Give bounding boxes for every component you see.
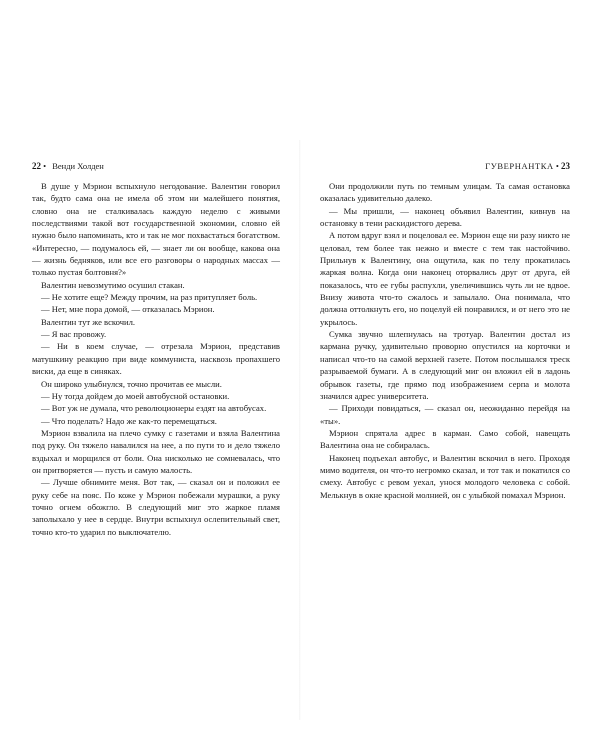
- paragraph: — Ни в коем случае, — отрезала Мэрион, представив матушкину реакцию при виде коммуниста, насквозь пропахшего виски, да еще в синяках.: [32, 341, 280, 377]
- left-page: [32, 160, 280, 538]
- paragraph: Валентин невозмутимо осушил стакан.: [41, 279, 185, 290]
- right-page: [320, 160, 570, 501]
- paragraph: — Не хотите еще? Между прочим, на раз притупляет боль.: [41, 292, 258, 303]
- book-gutter: [299, 140, 301, 720]
- paragraph: Мэрион спрятала адрес в карман. Само собой, навещать Валентина она не собиралась.: [320, 427, 570, 451]
- paragraph: Сумка звучно шлепнулась на тротуар. Валентин достал из кармана ручку, удивительно проворно опустился на корточки и написал что-то на самой верхней газете. Потом послышался треск разрываемой бумаги. А в следующий миг он вложил ей в ладонь обрывок газеты, где прямо под изображением серпа и молота значился адрес университета.: [320, 329, 570, 401]
- paragraph: Он широко улыбнулся, точно прочитав ее мысли.: [41, 378, 222, 389]
- paragraph: — Ну тогда дойдем до моей автобусной остановки.: [41, 390, 230, 401]
- paragraph: А потом вдруг взял и поцеловал ее. Мэрион еще ни разу никто не целовал, тем более так нежно и вместе с тем так настойчиво. Прильнув к Валентину, она ощутила, как по телу прокатилась жаркая волна. Когда они наконец оторвались друг от друга, ей показалось, что ее губы распухли, увеличившись чуть ли не вдвое. Внизу живота что-то сжалось и запылало. Она понимала, что должна оттолкнуть его, но поцелуй ей понравился, и от него это не укрылось.: [320, 230, 570, 327]
- right-running-head: [320, 160, 570, 172]
- paragraph: — Лучше обнимите меня. Вот так, — сказал он и положил ее руку себе на пояс. По коже у Мэрион побежали мурашки, а руку точно огнем обожгло. В следующий миг это жаркое пламя заполыхало у нее в сердце. Внутри вспыхнул ослепительный свет, точно кто-то ударил по выключателю.: [32, 477, 280, 537]
- paragraph: — Нет, мне пора домой, — отказалась Мэрион.: [41, 304, 215, 315]
- right-running-head-separator: •: [555, 161, 559, 171]
- running-head-book-title: ГУВЕРНАНТКА: [485, 161, 554, 171]
- paragraph: — Я вас провожу.: [41, 329, 107, 340]
- left-page-text: [32, 180, 280, 538]
- left-running-head-group: [32, 160, 104, 172]
- paragraph: — Мы пришли, — наконец объявил Валентин, кивнув на остановку в тени раскидистого дерева.: [320, 205, 570, 229]
- right-running-head-group: [485, 160, 570, 172]
- paragraph: Они продолжили путь по темным улицам. Та самая остановка оказалась удивительно далеко.: [320, 181, 570, 204]
- paragraph: — Приходи повидаться, — сказал он, неожиданно перейдя на «ты».: [320, 403, 570, 426]
- running-head-author: Венди Холден: [52, 161, 104, 171]
- paragraph: Мэрион взвалила на плечо сумку с газетами и взяла Валентина под руку. Он тяжело навалился на нее, а по пути то и дело тяжело вздыхал и морщился от боли. Она нисколько не сомневалась, что он притворяется — пусть и самую малость.: [32, 427, 280, 475]
- paragraph: Наконец подъехал автобус, и Валентин вскочил в него. Проходя мимо водителя, он что-то негромко сказал, и тот так и покатился со смеху. Автобус с ревом уехал, унося молодого человека с собой. Мелькнув в окне красной молнией, он с улыбкой помахал Мэрион.: [320, 452, 570, 500]
- left-running-head: [32, 160, 280, 172]
- right-page-number: 23: [561, 161, 570, 171]
- left-running-head-separator: •: [43, 161, 47, 171]
- paragraph: В душе у Мэрион вспыхнуло негодование. Валентин говорил так, будто сама она не имела об этом ни малейшего понятия, словно она не сталкивалась каждую неделю с живыми последствиями такой вот государственной экономии, словно ей нужно было напоминать, кто и так не мог похвастаться богатством. «Интересно, — подумалось ей, — знает ли он вообще, какова она — жизнь бедняков, или все его разговоры о народных массах — только пустая болтовня?»: [32, 181, 280, 278]
- paragraph: — Вот уж не думала, что революционеры ездят на автобусах.: [41, 403, 267, 414]
- paragraph: Валентин тут же вскочил.: [41, 316, 136, 327]
- right-page-text: [320, 180, 570, 501]
- paragraph: — Что поделать? Надо же как-то перемещаться.: [41, 415, 217, 426]
- left-page-number: 22: [32, 161, 41, 171]
